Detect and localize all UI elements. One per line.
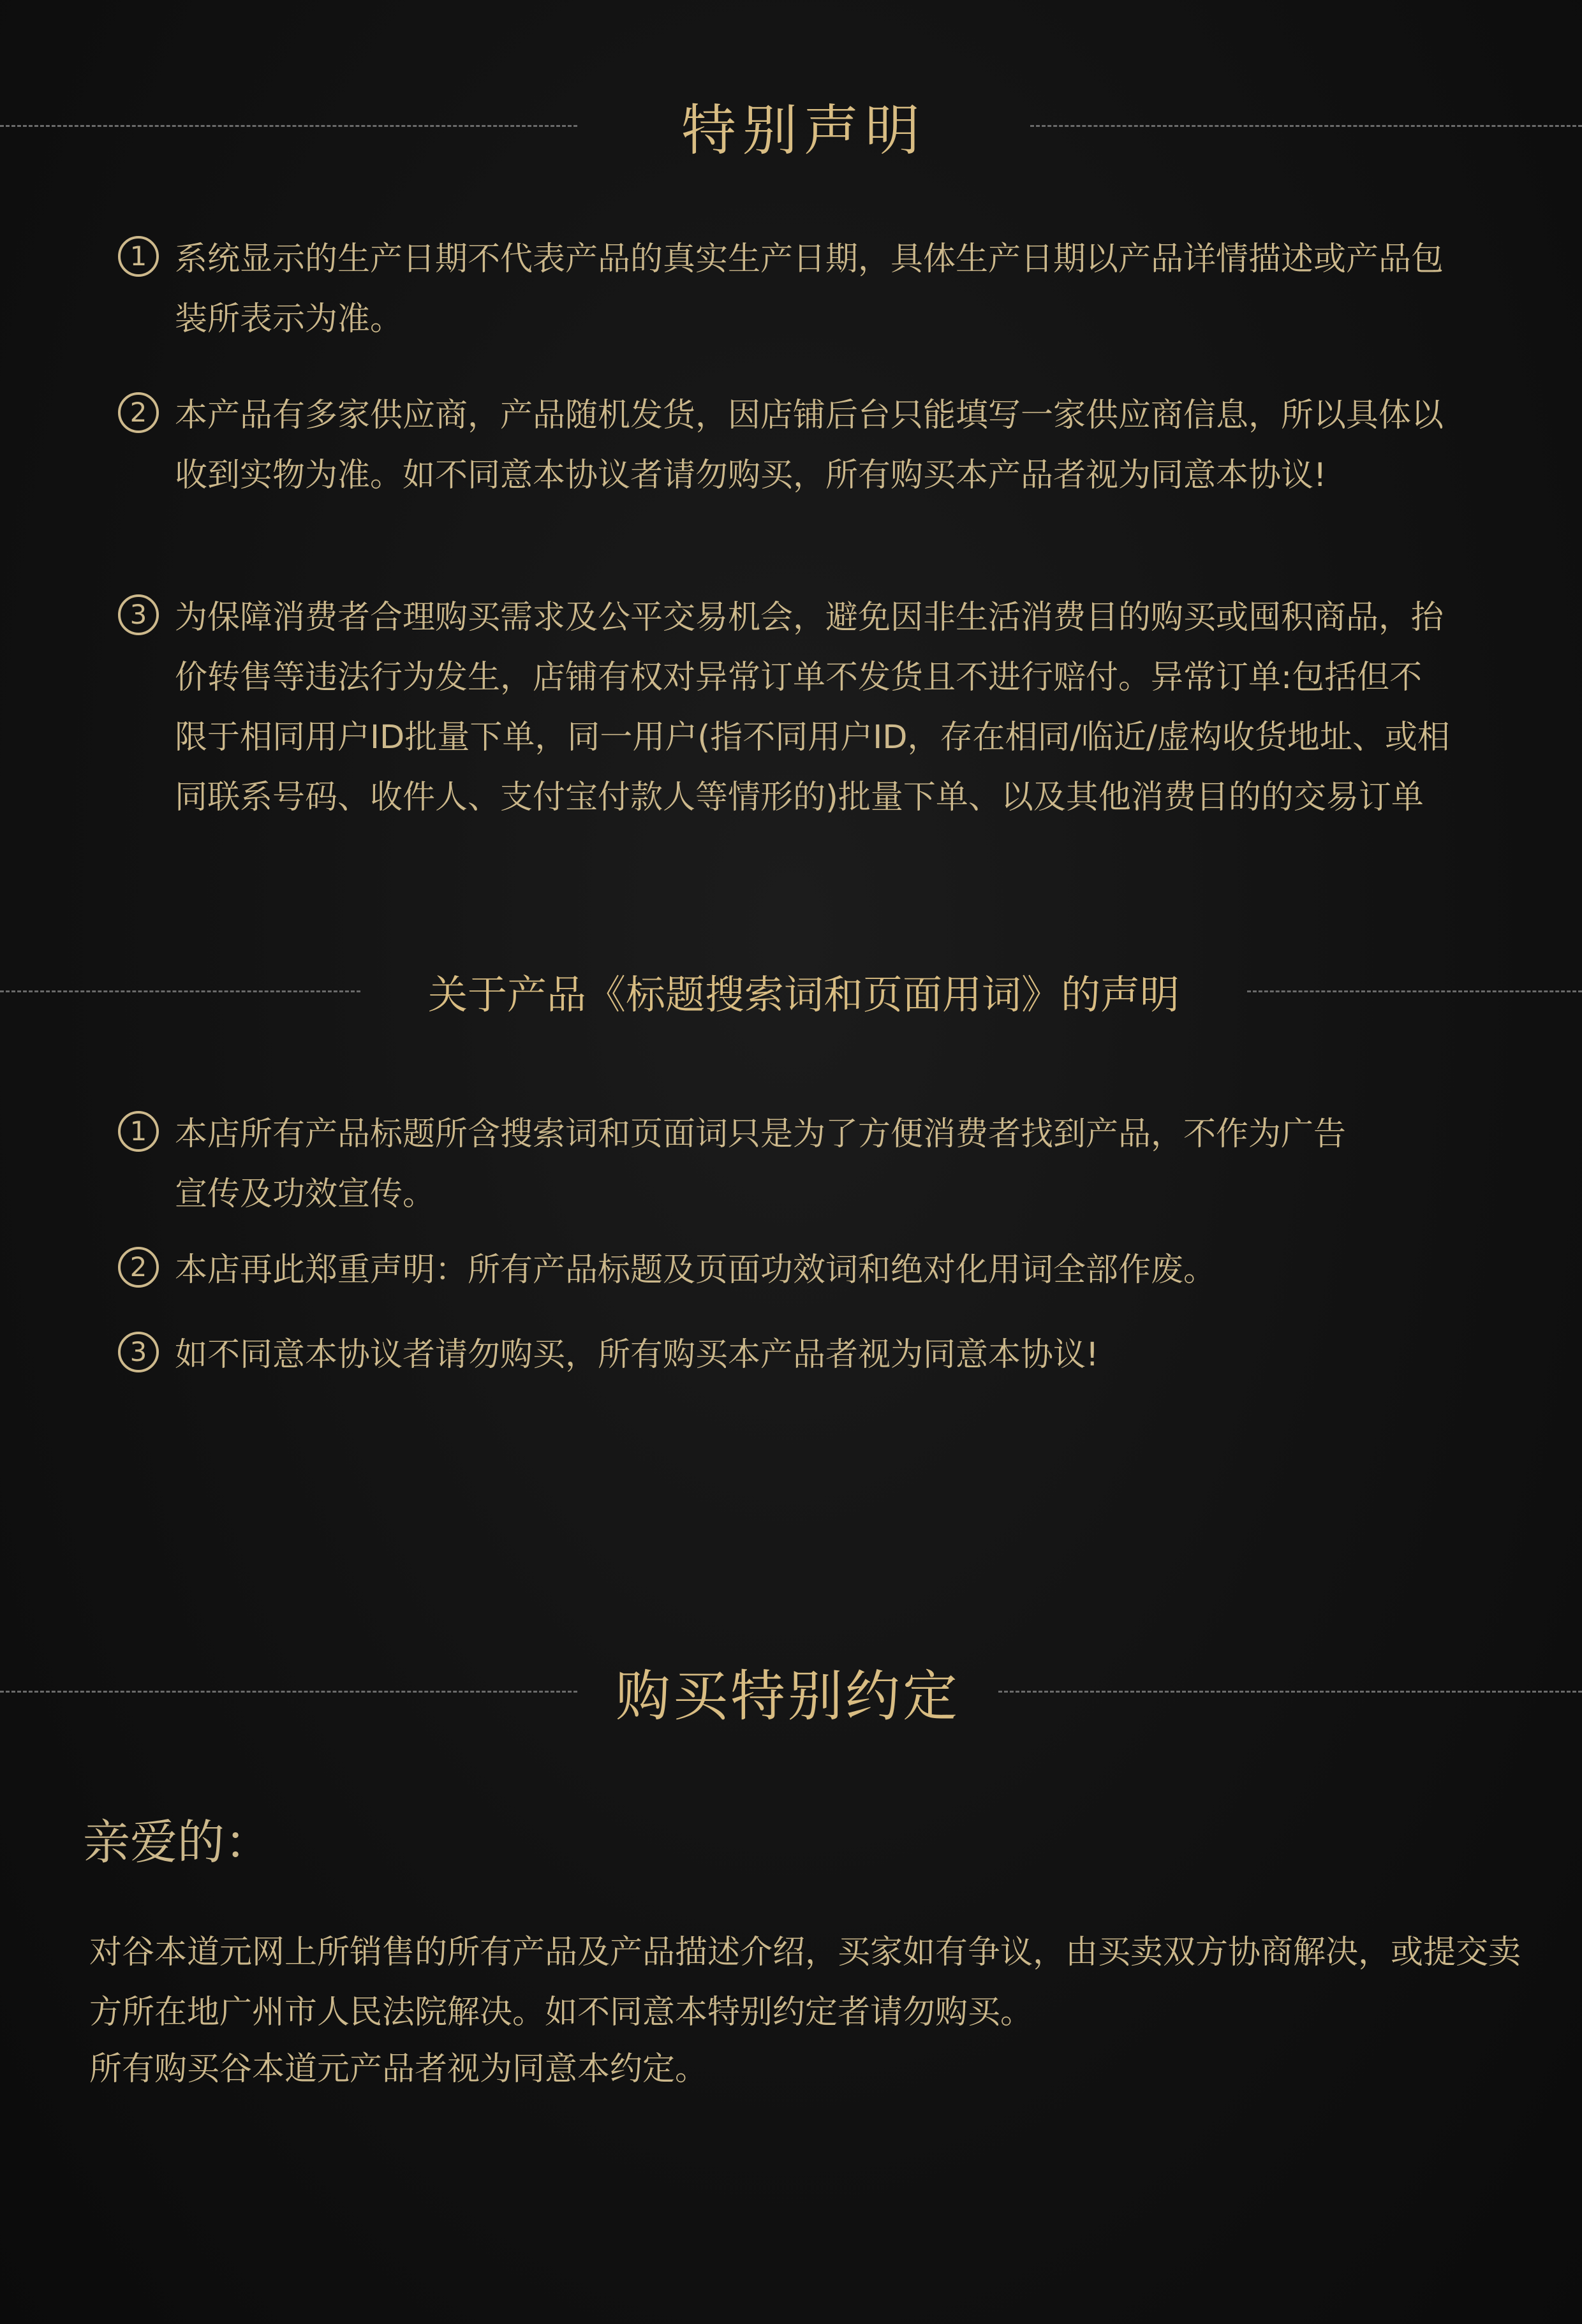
divider-left [0,125,577,127]
greeting: 亲爱的： [83,1815,272,1870]
section2-item-2 [118,1240,1458,1300]
section2-item-1 [118,1105,1458,1225]
item-text: 系统显示的生产日期不代表产品的真实生产日期，具体生产日期以产品详情描述或产品包装所表示为准。 [175,240,1444,338]
item-text: 如不同意本协议者请勿购买，所有购买本产品者视为同意本协议! [175,1336,1099,1374]
item-number-badge: 2 [118,392,159,433]
divider-left [0,990,360,992]
item-number-badge: 1 [118,236,159,277]
section1-item-1 [118,230,1458,349]
section2-item-3 [118,1325,1458,1385]
agreement-closing: 所有购买谷本道元产品者视为同意本约定。 [89,2050,708,2088]
item-number-badge: 3 [118,594,159,635]
section1-header [0,86,1582,165]
divider-right [998,1691,1582,1693]
section1-title: 特别声明 [681,99,926,163]
item-text: 本店所有产品标题所含搜索词和页面词只是为了方便消费者找到产品，不作为广告宣传及功效宣传。 [175,1115,1347,1213]
divider-right [1247,990,1582,992]
divider-right [1030,125,1582,127]
item-text: 为保障消费者合理购买需求及公平交易机会，避免因非生活消费目的购买或囤积商品，抬价转售等违法行为发生，店铺有权对异常订单不发货且不进行赔付。异常订单:包括但不限于相同用户ID批量下单，同一用户(指不同用户ID，存在相同/临近/虚构收货地址、或相同联系号码、收件人、支付宝付款人等情形的)批量下单、以及其他消费目的的交易订单 [175,599,1450,816]
item-number-badge: 2 [118,1247,159,1288]
section3-title: 购买特别约定 [616,1665,960,1728]
item-number-badge: 1 [118,1111,159,1152]
agreement-paragraph: 对谷本道元网上所销售的所有产品及产品描述介绍，买家如有争议，由买卖双方协商解决，或提交卖方所在地广州市人民法院解决。如不同意本特别约定者请勿购买。 [89,1934,1521,2031]
divider-left [0,1691,577,1693]
section2-title: 关于产品《标题搜索词和页面用词》的声明 [427,971,1179,1018]
section1-item-3 [118,588,1458,828]
section1-item-2 [118,386,1458,506]
section3-header [0,1652,1582,1731]
item-number-badge: 3 [118,1332,159,1372]
section2-header [0,963,1582,1020]
item-text: 本店再此郑重声明：所有产品标题及页面功效词和绝对化用词全部作废。 [175,1251,1216,1289]
item-text: 本产品有多家供应商，产品随机发货，因店铺后台只能填写一家供应商信息，所以具体以收到实物为准。如不同意本协议者请勿购买，所有购买本产品者视为同意本协议! [175,397,1444,494]
